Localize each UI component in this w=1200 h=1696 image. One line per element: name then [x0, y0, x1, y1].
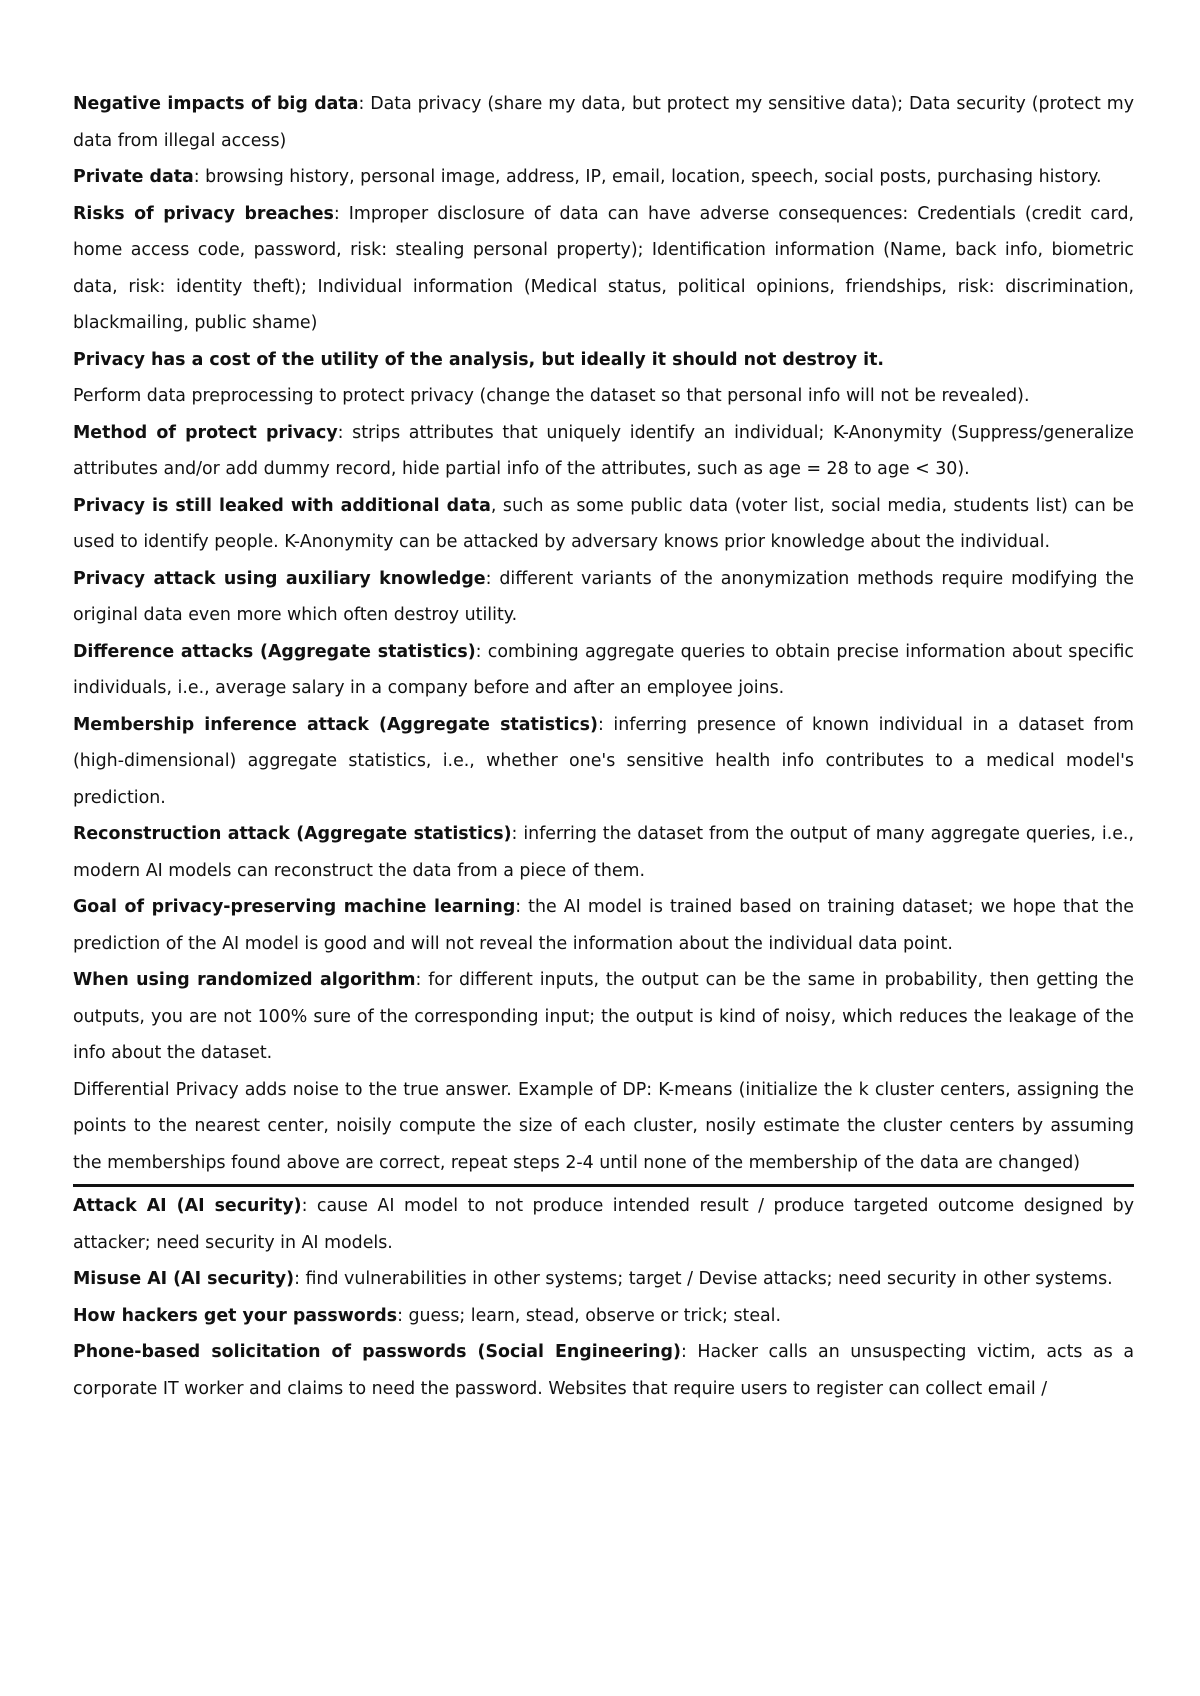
paragraph-privacy-cost-statement: Privacy has a cost of the utility of the analysis, but ideally it should not destroy it.	[73, 349, 885, 370]
term-description: : find vulnerabilities in other systems; target / Devise attacks; need security in other systems.	[294, 1269, 1113, 1289]
term-description: : Hacker calls an unsuspecting victim, acts as a corporate IT worker and claims to need the password. Websites that require users to register can collect email /	[73, 1342, 1134, 1399]
term-description: : Improper disclosure of data can have adverse consequences: Credentials (credit card, home access code, password, risk: stealing personal property); Identification information (Name, back info, biometric data, risk: identity theft); Individual information (Medical status, political opinions, friendships, risk: discrimination, blackmailing, public shame)	[73, 203, 1135, 333]
paragraph-reconstruction-attack	[73, 816, 1134, 889]
paragraph-negative-impacts	[73, 86, 1134, 159]
term-heading: Phone-based solicitation of passwords (Social Engineering)	[73, 1342, 681, 1362]
term-heading: Misuse AI (AI security)	[73, 1269, 295, 1289]
term-description: : browsing history, personal image, address, IP, email, location, speech, social posts, purchasing history.	[193, 167, 1102, 187]
term-description: : Data privacy (share my data, but protect my sensitive data); Data security (protect my data from illegal access)	[73, 94, 1134, 151]
term-description: : inferring the dataset from the output of many aggregate queries, i.e., modern AI models can reconstruct the data from a piece of them.	[73, 824, 1134, 881]
term-heading: Privacy attack using auxiliary knowledge	[73, 568, 486, 589]
paragraph-private-data	[73, 159, 1134, 196]
term-heading: Privacy is still leaked with additional data	[73, 495, 491, 516]
term-description: : different variants of the anonymization methods require modifying the original data even more which often destroy utility.	[73, 568, 1134, 625]
paragraph-differential-privacy: Differential Privacy adds noise to the true answer. Example of DP: K-means (initialize the k cluster centers, assigning the points to the nearest center, noisily compute the size of each cluster, nosily estimate the cluster centers by assuming the memberships found above are correct, repeat steps 2-4 until none of the membership of the data are changed)	[73, 1079, 1134, 1173]
paragraph-risks-of-privacy-breaches	[73, 196, 1134, 342]
paragraph-phone-based-solicitation	[73, 1334, 1134, 1407]
term-description: , such as some public data (voter list, social media, students list) can be used to identify people. K-Anonymity can be attacked by adversary knows prior knowledge about the individual.	[73, 495, 1134, 552]
term-description: : cause AI model to not produce intended result / produce targeted outcome designed by attacker; need security in AI models.	[73, 1196, 1134, 1253]
term-heading: How hackers get your passwords	[73, 1305, 398, 1326]
paragraph-goal-of-ppml	[73, 889, 1134, 962]
paragraph-data-preprocessing: Perform data preprocessing to protect privacy (change the dataset so that personal info will not be revealed).	[73, 386, 1030, 406]
term-heading: Attack AI (AI security)	[73, 1196, 302, 1216]
term-heading: Negative impacts of big data	[73, 94, 359, 114]
term-heading: Risks of privacy breaches	[73, 203, 334, 224]
term-heading: Membership inference attack (Aggregate statistics)	[73, 714, 598, 735]
term-heading: Private data	[73, 167, 194, 187]
paragraph-how-hackers-get-passwords	[73, 1298, 1134, 1335]
document-page	[73, 86, 1134, 1407]
term-description: : for different inputs, the output can be the same in probability, then getting the outputs, you are not 100% sure of the corresponding input; the output is kind of noisy, which reduces the leakage of the info about the dataset.	[73, 970, 1134, 1063]
term-description: : strips attributes that uniquely identify an individual; K-Anonymity (Suppress/generalize attributes and/or add dummy record, hide partial info of the attributes, such as age = 28 to age < 30).	[73, 422, 1134, 479]
paragraph-membership-inference-attack	[73, 707, 1134, 817]
term-description: : combining aggregate queries to obtain precise information about specific individuals, i.e., average salary in a company before and after an employee joins.	[73, 641, 1134, 698]
term-heading: Difference attacks (Aggregate statistics)	[73, 641, 476, 662]
paragraph-misuse-ai	[73, 1261, 1134, 1298]
term-description: : the AI model is trained based on training dataset; we hope that the prediction of the AI model is good and will not reveal the information about the individual data point.	[73, 897, 1134, 954]
paragraph-attack-ai	[73, 1188, 1134, 1261]
term-heading: Method of protect privacy	[73, 422, 338, 443]
paragraph-auxiliary-knowledge-attack	[73, 561, 1134, 634]
term-heading: Reconstruction attack (Aggregate statistics)	[73, 824, 512, 844]
term-description: : inferring presence of known individual in a dataset from (high-dimensional) aggregate statistics, i.e., whether one's sensitive health info contributes to a medical model's prediction.	[73, 714, 1135, 808]
section-divider	[73, 1184, 1134, 1187]
term-description: : guess; learn, stead, observe or trick; steal.	[397, 1305, 782, 1326]
term-heading: When using randomized algorithm	[73, 970, 416, 990]
paragraph-privacy-still-leaked	[73, 488, 1134, 561]
paragraph-method-of-protect-privacy	[73, 415, 1134, 488]
paragraph-difference-attacks	[73, 634, 1134, 707]
term-heading: Goal of privacy-preserving machine learning	[73, 897, 516, 917]
paragraph-randomized-algorithm	[73, 962, 1134, 1072]
